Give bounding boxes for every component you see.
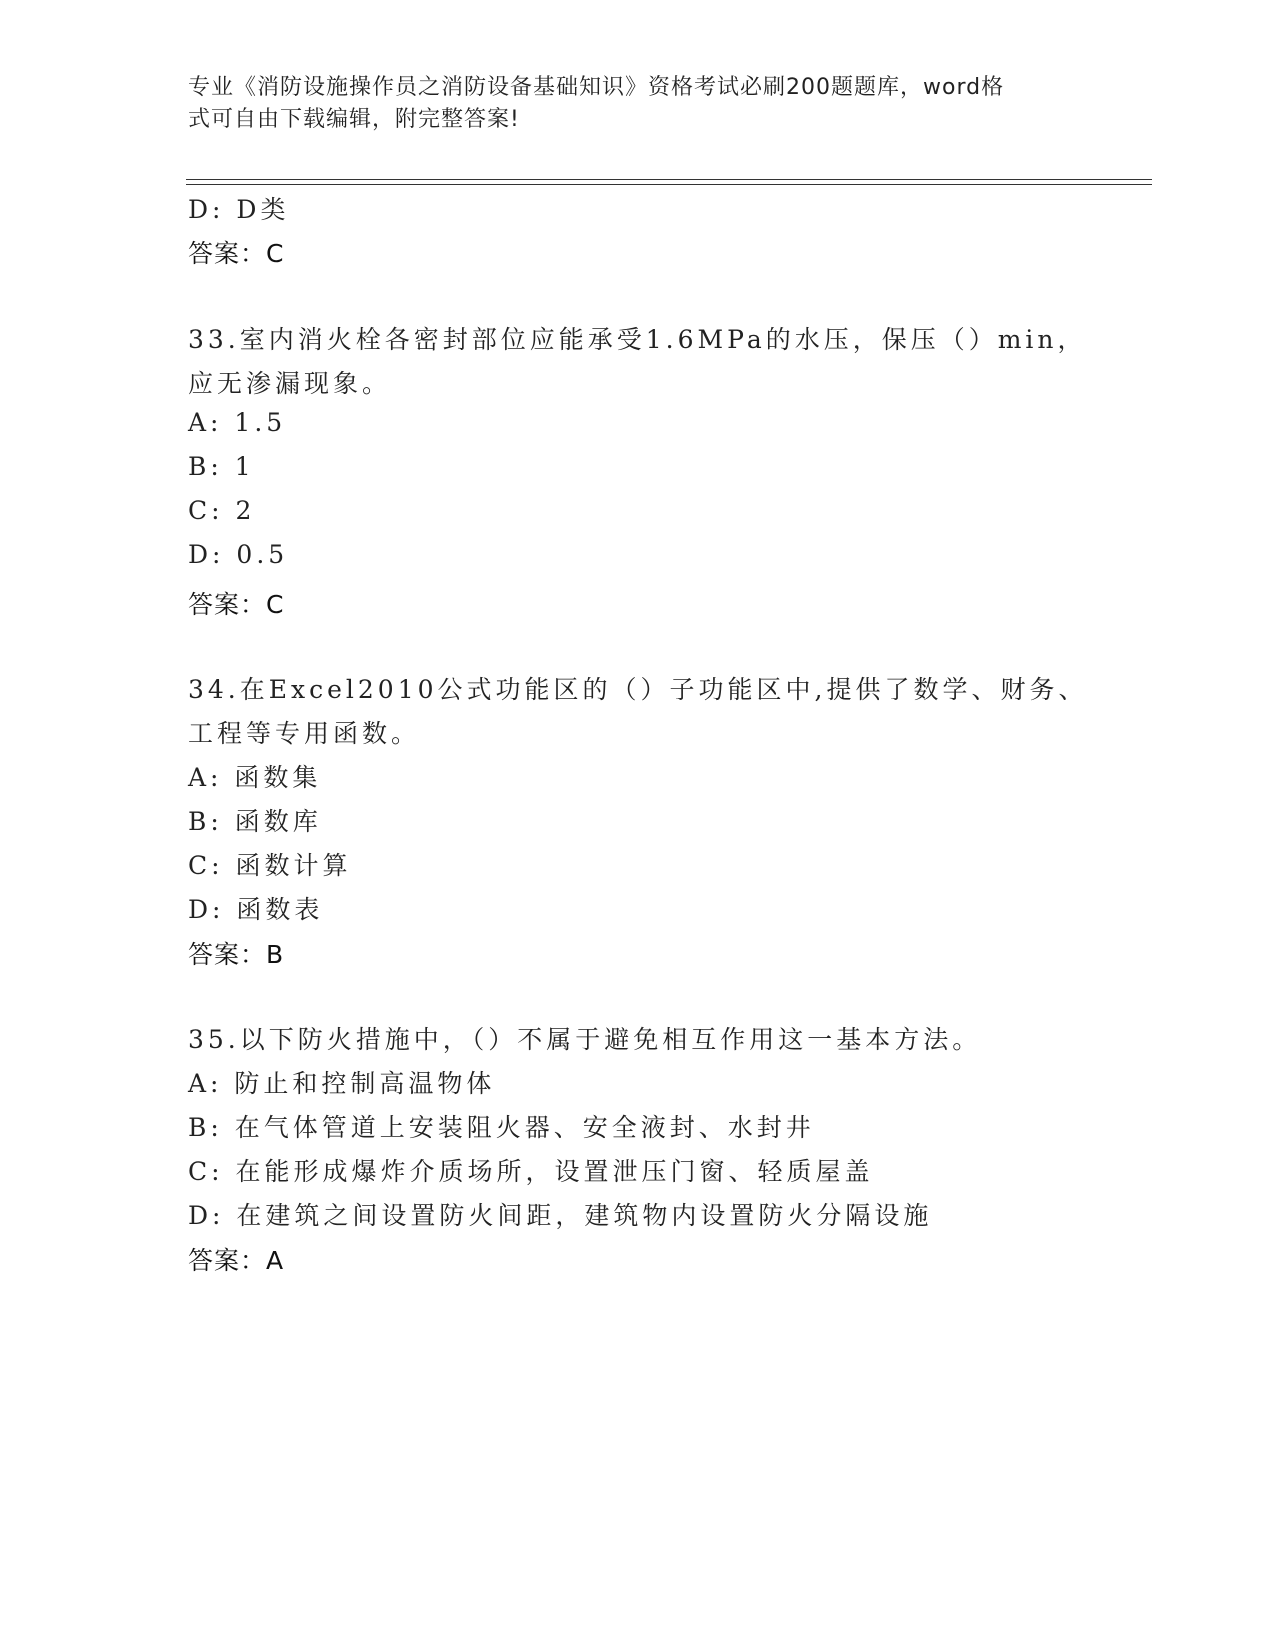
header-rule-top <box>186 179 1152 180</box>
q35-option-c: C: 在能形成爆炸介质场所，设置泄压门窗、轻质屋盖 <box>188 1157 874 1186</box>
q33-answer: 答案：C <box>188 590 285 619</box>
page-header <box>188 72 1088 136</box>
prev-answer: 答案：C <box>188 239 285 268</box>
q34-stem-line-1: 34.在Excel2010公式功能区的（）子功能区中,提供了数学、财务、 <box>188 675 1088 704</box>
q34-option-c: C: 函数计算 <box>188 851 352 880</box>
q34-option-d: D: 函数表 <box>188 895 324 924</box>
q34-stem-line-2: 工程等专用函数。 <box>188 719 421 748</box>
q35-answer: 答案：A <box>188 1246 285 1275</box>
q35-option-a: A: 防止和控制高温物体 <box>188 1069 496 1098</box>
q33-option-d: D: 0.5 <box>188 540 289 569</box>
prev-option-d: D: D类 <box>188 195 290 224</box>
q35-option-b: B: 在气体管道上安装阻火器、安全液封、水封井 <box>188 1113 815 1142</box>
q33-stem-line-1: 33.室内消火栓各密封部位应能承受1.6MPa的水压，保压（）min， <box>188 325 1087 354</box>
q34-answer: 答案：B <box>188 940 285 969</box>
q33-option-c: C: 2 <box>188 496 256 525</box>
q33-stem-line-2: 应无渗漏现象。 <box>188 369 392 398</box>
header-line-1: 专业《消防设施操作员之消防设备基础知识》资格考试必刷200题题库，word格 <box>188 75 1005 100</box>
q35-stem-line-1: 35.以下防火措施中，（）不属于避免相互作用这一基本方法。 <box>188 1025 982 1054</box>
q35-option-d: D: 在建筑之间设置防火间距，建筑物内设置防火分隔设施 <box>188 1201 933 1230</box>
q33-option-b: B: 1 <box>188 452 255 481</box>
q34-option-a: A: 函数集 <box>188 763 322 792</box>
q33-option-a: A: 1.5 <box>188 408 287 437</box>
header-rule-bottom <box>186 184 1152 185</box>
header-line-2: 式可自由下载编辑，附完整答案! <box>188 107 520 132</box>
q34-option-b: B: 函数库 <box>188 807 322 836</box>
